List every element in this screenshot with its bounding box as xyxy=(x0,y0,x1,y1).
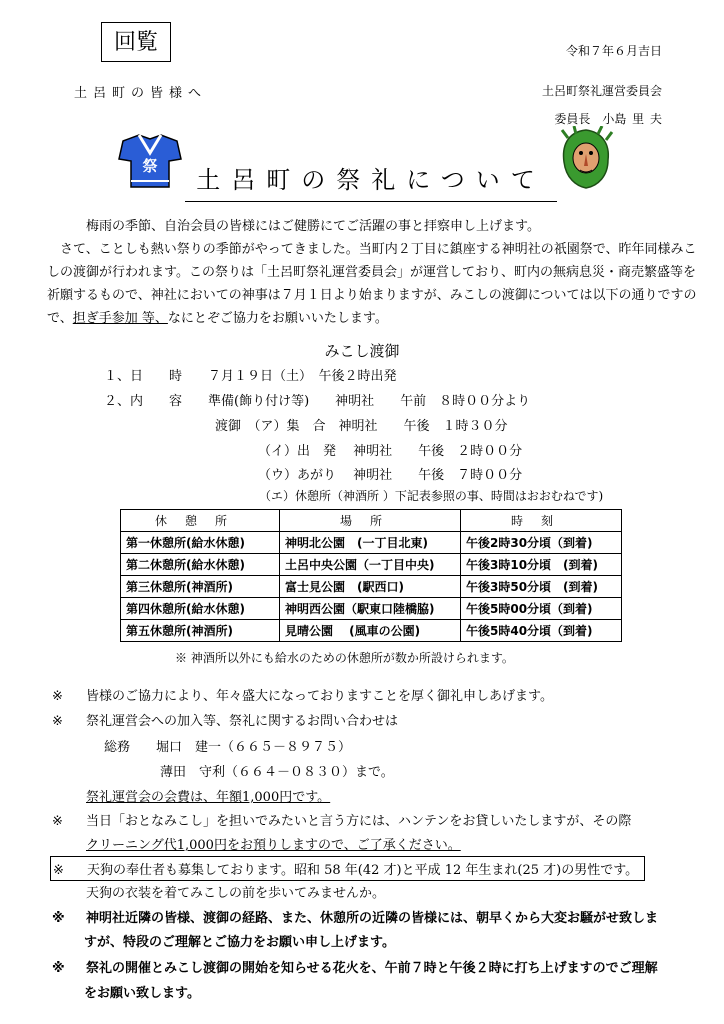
addressee: 土呂町の皆様へ xyxy=(74,86,208,101)
schedule-gather: 渡御 （ア）集 合 神明社 午後 １時３０分 xyxy=(215,419,508,434)
table-row xyxy=(121,620,622,642)
document-title: 土呂町の祭礼について xyxy=(185,160,557,202)
organization: 土呂町祭礼運営委員会 xyxy=(541,84,662,98)
rest-name: 第二休憩所(給水休憩) xyxy=(121,554,280,576)
rest-time: 午後3時10分頃 (到着) xyxy=(461,554,622,576)
rest-place: 神明西公園（駅東口陸橋脇) xyxy=(280,598,461,620)
note-hanten-cleaning: クリーニング代1,000円をお預りしますので、ご了承ください。 xyxy=(86,838,461,853)
table-row xyxy=(121,554,622,576)
rest-name: 第五休憩所(神酒所) xyxy=(121,620,280,642)
chairperson: 委員長 小島 里 夫 xyxy=(554,112,662,126)
intro-paragraph-2: さて、ことしも熱い祭りの季節がやってきました。当町内２丁目に鎮座する神明社の祇園祭で、昨年同様みこしの渡御が行われます。この祭りは「土呂町祭礼運営委員会」が運営しており、町内の無病息災・商売繁盛等を祈願するもので、神社においての神事は７月１日より始まりますが、みこしの渡御については以下の通りですので、担ぎ手参加 等、なにとぞご協力をお願いいたします。 xyxy=(47,242,697,326)
note-tengu-costume: 天狗の衣装を着てみこしの前を歩いてみませんか。 xyxy=(86,886,386,901)
note-fireworks-2: をお願い致します。 xyxy=(84,986,200,1001)
note-hanten: ※ 当日「おとなみこし」を担いでみたいと言う方には、ハンテンをお貸しいたしますが、その際 xyxy=(52,814,632,829)
rest-place: 富士見公園 (駅西口) xyxy=(280,576,461,598)
contact-1: 総務 堀口 建一（６６５－８９７５） xyxy=(104,740,352,755)
section-title: みこし渡御 xyxy=(324,342,400,360)
rest-name: 第一休憩所(給水休憩) xyxy=(121,532,280,554)
rest-time: 午後2時30分頃（到着) xyxy=(461,532,622,554)
table-header-place: 場所 xyxy=(280,510,461,532)
note-fireworks: ※ 祭礼の開催とみこし渡御の開始を知らせる花火を、午前７時と午後２時に打ち上げますのでご理解 xyxy=(52,961,658,976)
rest-time: 午後5時00分頃（到着) xyxy=(461,598,622,620)
intro-paragraph-1: 梅雨の季節、自治会員の皆様にはご健勝にてご活躍の事と拝察申し上げます。 xyxy=(86,219,540,234)
table-header-row xyxy=(121,510,622,532)
schedule-date: １、日 時 ７月１９日（土） 午後２時出発 xyxy=(104,369,397,384)
rest-stop-table xyxy=(120,509,622,642)
table-row xyxy=(121,576,622,598)
schedule-rest-note: （エ）休憩所（神酒所 ）下記表参照の事、時間はおおむねです) xyxy=(259,489,604,503)
table-header-rest: 休憩所 xyxy=(121,510,280,532)
schedule-prep: ２、内 容 準備(飾り付け等) 神明社 午前 ８時００分より xyxy=(104,394,531,409)
rest-place: 見晴公園 (風車の公園) xyxy=(280,620,461,642)
contact-2: 薄田 守利（６６４－０８３０）まで。 xyxy=(160,765,394,780)
table-row xyxy=(121,532,622,554)
table-note: ※ 神酒所以外にも給水のための休憩所が数か所設けられます。 xyxy=(175,651,514,665)
schedule-depart: （イ）出 発 神明社 午後 ２時００分 xyxy=(258,444,523,459)
issue-date: 令和７年６月吉日 xyxy=(565,44,662,58)
rest-time: 午後3時50分頃 (到着) xyxy=(461,576,622,598)
table-header-time: 時刻 xyxy=(461,510,622,532)
rest-place: 神明北公園 (一丁目北東) xyxy=(280,532,461,554)
note-inquiry: ※ 祭礼運営会への加入等、祭礼に関するお問い合わせは xyxy=(52,714,399,729)
note-neighbors-2: すが、特段のご理解とご協力をお願い申し上げます。 xyxy=(84,935,395,950)
membership-fee: 祭礼運営会の会費は、年額1,000円です。 xyxy=(86,790,331,805)
note-neighbors: ※ 神明社近隣の皆様、渡御の経路、また、休憩所の近隣の皆様には、朝早くから大変お騒がせ致しま xyxy=(52,911,659,926)
rest-place: 土呂中央公園（一丁目中央) xyxy=(280,554,461,576)
note-thanks: ※ 皆様のご協力により、年々盛大になっておりますことを厚く御礼申しあげます。 xyxy=(52,689,553,704)
schedule-end: （ウ）あがり 神明社 午後 ７時００分 xyxy=(258,468,523,483)
note-tengu: ※ 天狗の奉仕者も募集しております。昭和 58 年(42 才)と平成 12 年生まれ(25 才)の男性です。 xyxy=(50,856,645,881)
table-row xyxy=(121,598,622,620)
kairan-label: 回覧 xyxy=(101,22,171,62)
rest-name: 第四休憩所(給水休憩) xyxy=(121,598,280,620)
rest-time: 午後5時40分頃（到着) xyxy=(461,620,622,642)
happi-coat-icon xyxy=(117,133,183,189)
rest-name: 第三休憩所(神酒所) xyxy=(121,576,280,598)
happi-text: 祭 xyxy=(142,157,158,175)
tengu-mask-icon xyxy=(558,126,614,190)
bearer-participation-text: 担ぎ手参加 等、 xyxy=(72,311,168,326)
